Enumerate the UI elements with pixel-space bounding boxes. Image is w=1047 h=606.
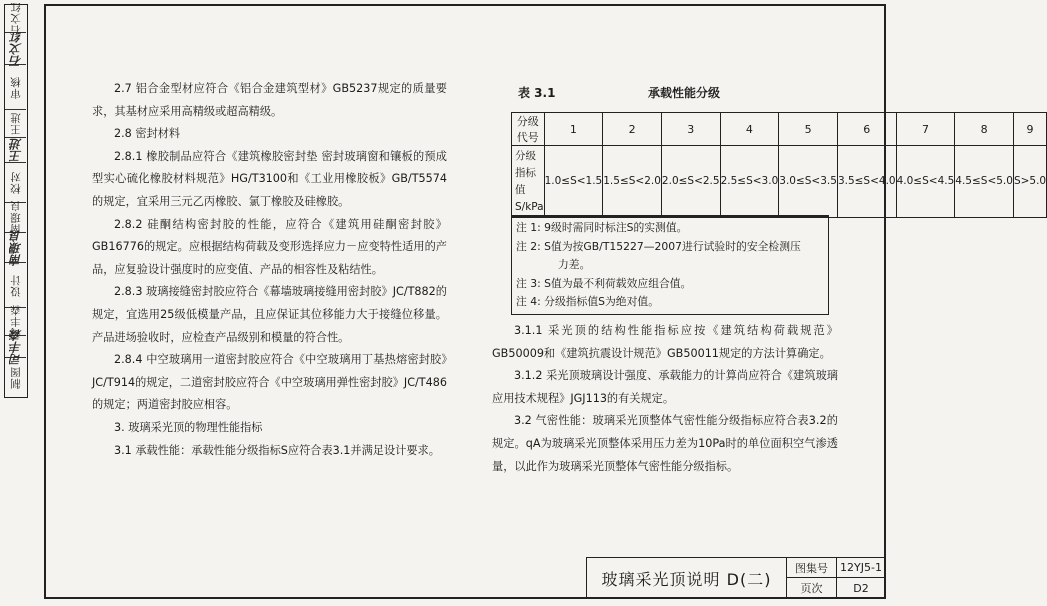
para-3-1-1: 3.1.1 采光顶的结构性能指标应按《建筑结构荷载规范》GB50009和《建筑抗震设计规范》GB50011规定的方法计算确定。	[492, 324, 838, 360]
signature-column	[4, 1, 28, 398]
title-block	[586, 557, 886, 599]
side-cell-design: 设计	[5, 263, 26, 308]
table-row-values	[512, 146, 1047, 218]
note-4: 注 4: 分级指标值S为绝对值。	[516, 295, 659, 309]
note-2-cont: 力差。	[558, 258, 591, 272]
table-label: 表 3.1	[518, 86, 556, 100]
para-2-8-3: 2.8.3 玻璃接缝密封胶应符合《幕墙玻璃接缝用密封胶》JC/T882的规定，宜选用25级低模量产品，且应保证其位移能力大于接缝位移量。产品进场验收时，应检查产品级别和模量的符合性。	[92, 285, 447, 344]
page-label: 页次	[787, 578, 837, 598]
note-1: 注 1: 9级时需同时标注S的实测值。	[516, 221, 688, 234]
row-header-grade: 分级代号	[512, 113, 545, 146]
value-cell: 2.0≤S<2.5	[661, 146, 720, 218]
value-cell: 1.0≤S<1.5	[544, 146, 603, 218]
grade-cell: 6	[837, 113, 896, 146]
grade-cell: 7	[896, 113, 955, 146]
grade-cell: 8	[955, 113, 1014, 146]
table-notes	[511, 215, 829, 315]
table-caption	[518, 84, 721, 101]
para-2-8-4: 2.8.4 中空玻璃用一道密封胶应符合《中空玻璃用丁基热熔密封胶》JC/T914的规定，二道密封胶应符合《中空玻璃用弹性密封胶》JC/T486的规定；两道密封胶应相容。	[92, 353, 447, 412]
grade-cell: 9	[1013, 113, 1046, 146]
row-header-value: 分级指标值S/kPa	[512, 146, 545, 218]
table-title: 承载性能分级	[648, 86, 721, 100]
value-cell: 2.5≤S<3.0	[720, 146, 779, 218]
para-2-8-2: 2.8.2 硅酮结构密封胶的性能，应符合《建筑用硅酮密封胶》GB16776的规定。应根据结构荷载及变形选择应力－应变特性适用的产品，应复验设计强度时的应变值、产品的相容性及粘结性。	[92, 217, 447, 276]
side-cell-review: 审核	[5, 65, 26, 110]
side-cell-sig-2: 王进	[5, 138, 26, 163]
right-column	[492, 320, 838, 478]
side-cell-check: 校对	[5, 163, 26, 203]
atlas-number: 12YJ5-1	[837, 558, 885, 578]
para-2-7: 2.7 铝合金型材应符合《铝合金建筑型材》GB5237规定的质量要求，其基材应采用高精级或超高精级。	[92, 82, 447, 118]
side-cell-name-4: 司丰森	[5, 308, 26, 336]
para-2-8-1: 2.8.1 橡胶制品应符合《建筑橡胶密封垫 密封玻璃窗和镶板的预成型实心硫化橡胶材料规范》HG/T3100和《工业用橡胶板》GB/T5574的规定，宜采用三元乙丙橡胶、氯丁橡胶及硅橡胶。	[92, 149, 447, 208]
grade-cell: 3	[661, 113, 720, 146]
para-3-2: 3.2 气密性能：玻璃采光顶整体气密性能分级指标应符合表3.2的规定。qA为玻璃采光顶整体采用压力差为10Pa时的单位面积空气渗透量，以此作为玻璃采光顶整体气密性能分级指标。	[492, 414, 838, 473]
value-cell: S>5.0	[1013, 146, 1046, 218]
sheet-title: 玻璃采光顶说明 D(二)	[587, 558, 787, 598]
para-3-1: 3.1 承载性能：承载性能分级指标S应符合表3.1并满足设计要求。	[114, 443, 440, 457]
grade-cell: 1	[544, 113, 603, 146]
load-grade-table	[511, 112, 1047, 218]
side-cell-sig-4: 司丰森	[5, 336, 26, 358]
heading-3: 3. 玻璃采光顶的物理性能指标	[114, 420, 263, 434]
grade-cell: 5	[779, 113, 838, 146]
value-cell: 3.5≤S<4.0	[837, 146, 896, 218]
grade-cell: 2	[603, 113, 662, 146]
value-cell: 4.5≤S<5.0	[955, 146, 1014, 218]
value-cell: 3.0≤S<3.5	[779, 146, 838, 218]
note-3: 注 3: S值为最不利荷载效应组合值。	[516, 276, 692, 290]
side-cell-sig-3: 南璟良	[5, 233, 26, 263]
heading-2-8: 2.8 密封材料	[114, 127, 181, 141]
table-row-grades	[512, 113, 1047, 146]
para-3-1-2: 3.1.2 采光顶玻璃设计强度、承载能力的计算尚应符合《建筑玻璃应用技术规程》JGJ113的有关规定。	[492, 369, 838, 405]
value-cell: 1.5≤S<2.0	[603, 146, 662, 218]
page-number: D2	[853, 581, 869, 595]
value-cell: 4.0≤S<4.5	[896, 146, 955, 218]
atlas-label: 图集号	[787, 558, 837, 578]
grade-cell: 4	[720, 113, 779, 146]
side-cell-name-1: 石文红	[5, 5, 26, 33]
side-cell-name-3: 南璟良	[5, 203, 26, 233]
note-2: 注 2: S值为按GB/T15227—2007进行试验时的安全检测压	[516, 239, 801, 253]
left-column	[92, 78, 447, 462]
side-cell-name-2: 王进	[5, 110, 26, 138]
side-cell-sig-1: 石文红	[5, 33, 26, 65]
side-cell-drawing: 制图	[10, 365, 22, 389]
